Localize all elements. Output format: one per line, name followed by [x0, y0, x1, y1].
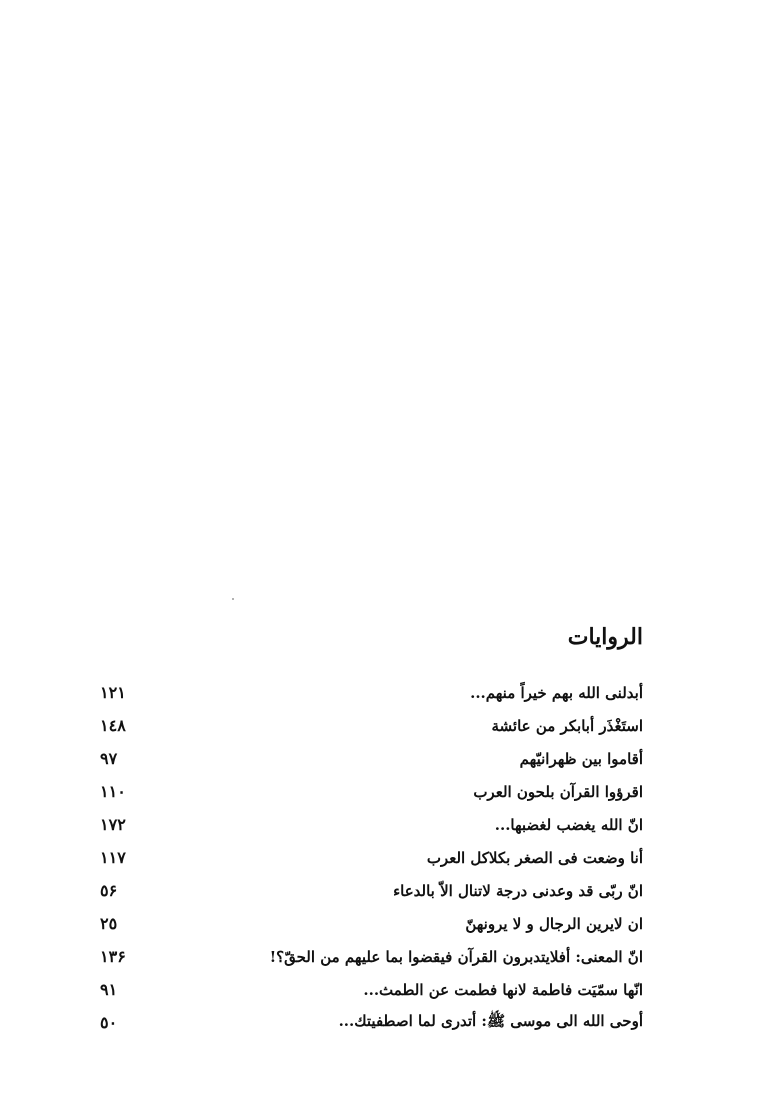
index-entry — [100, 874, 643, 907]
index-entry — [100, 841, 643, 874]
entry-title: انّ المعنى: أفلايتدبرون القرآن فيقضوا بما عليهم من الحقّ؟! — [269, 947, 643, 966]
narrations-index-list — [100, 676, 643, 1039]
section-heading: الروايات — [567, 624, 643, 650]
entry-page-number: ١٧٢ — [100, 815, 126, 834]
entry-page-number: ٩٧ — [100, 749, 118, 768]
entry-title: أقاموا بين ظهرانيّهم — [519, 749, 643, 768]
entry-page-number: ٥٠ — [100, 1013, 118, 1032]
entry-title: انّ الله يغضب لغضبها... — [494, 815, 643, 834]
index-entry — [100, 775, 643, 808]
entry-title: استَغْذَر أبابكر من عائشة — [491, 716, 643, 735]
entry-title: اقرؤوا القرآن بلحون العرب — [473, 782, 643, 801]
index-entry — [100, 676, 643, 709]
entry-page-number: ٥۶ — [100, 881, 118, 900]
index-entry — [100, 973, 643, 1006]
entry-page-number: ٢٥ — [100, 914, 118, 933]
scan-speck — [232, 598, 234, 600]
index-entry — [100, 808, 643, 841]
entry-page-number: ٩١ — [100, 980, 118, 999]
index-entry — [100, 709, 643, 742]
index-entry — [100, 907, 643, 940]
entry-page-number: ١١٧ — [100, 848, 126, 867]
entry-page-number: ١١٠ — [100, 782, 126, 801]
entry-title: أنا وضعت فى الصغر بكلاكل العرب — [426, 848, 643, 867]
entry-title: أبدلنى الله بهم خيراً منهم... — [470, 683, 643, 702]
entry-title: انّها سمّيَت فاطمة لانها فطمت عن الطمث... — [363, 980, 643, 999]
entry-title: ان لايرين الرجال و لا يرونهنّ — [465, 914, 643, 933]
index-entry — [100, 1006, 643, 1039]
entry-title: انّ ربّى قد وعدنى درجة لاتنال الاّ بالدعاء — [393, 881, 643, 900]
entry-title: أوحى الله الى موسى ﷺ: أتدرى لما اصطفيتك... — [338, 1011, 643, 1030]
entry-page-number: ١٤٨ — [100, 716, 126, 735]
index-entry — [100, 742, 643, 775]
entry-page-number: ١٣۶ — [100, 947, 126, 966]
index-entry — [100, 940, 643, 973]
entry-page-number: ١٢١ — [100, 683, 126, 702]
